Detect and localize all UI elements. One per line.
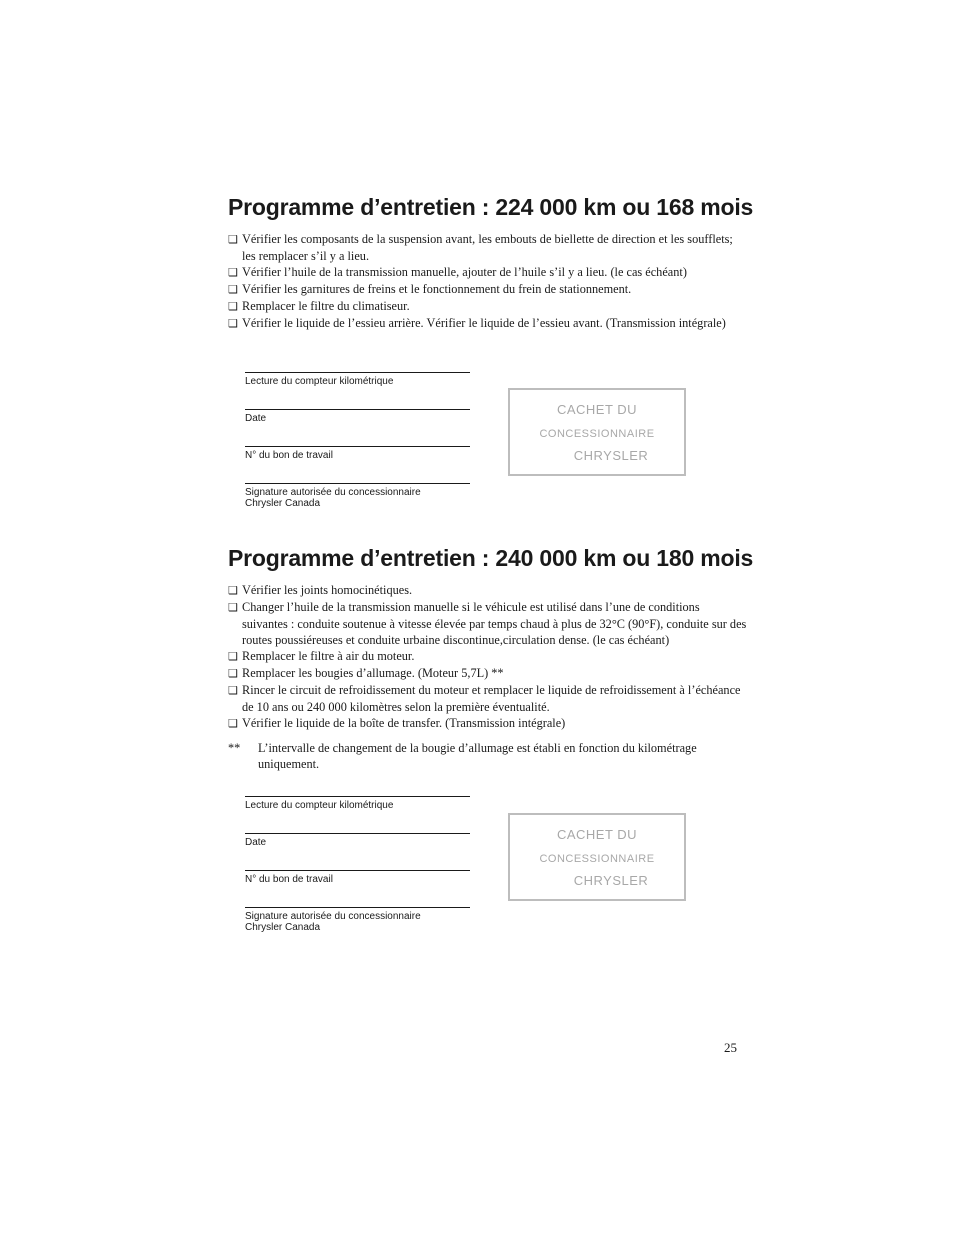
checkbox-icon: ❑ <box>228 284 238 296</box>
date-label: Date <box>245 413 267 424</box>
stamp-line1: CACHET DU <box>556 827 638 842</box>
task-item: ❑ Vérifier les joints homocinétiques. <box>228 583 413 597</box>
work-order-line <box>245 870 470 871</box>
odometer-line <box>245 372 470 373</box>
task-item: ❑ Remplacer le filtre à air du moteur. <box>228 649 415 663</box>
stamp-line3: CHRYSLER <box>573 873 649 888</box>
date-field <box>245 833 470 870</box>
signature-line <box>245 907 470 908</box>
task-item: ❑ Changer l’huile de la transmission manuelle si le véhicule est utilisé dans l’une de conditions suivantes : conduite soutenue à vitesse élevée par temps chaud à plus de 32°C (90°F), conduite sur des routes poussiéreuses et conduite urbaine discontinue,circulation dense. (le cas échéant) <box>228 600 747 647</box>
stamp-line3: CHRYSLER <box>573 448 649 463</box>
task-item: ❑ Vérifier le liquide de l’essieu arrière. Vérifier le liquide de l’essieu avant. (Transmission intégrale) <box>228 316 726 330</box>
stamp-line2: CONCESSIONNAIRE <box>539 428 655 440</box>
stamp-line2: CONCESSIONNAIRE <box>539 853 655 865</box>
checkbox-icon: ❑ <box>228 267 238 279</box>
work-order-field <box>245 446 470 483</box>
task-item: ❑ Rincer le circuit de refroidissement du moteur et remplacer le liquide de refroidissement à l’échéance de 10 ans ou 240 000 kilomètres selon la première éventualité. <box>228 683 741 714</box>
task-list <box>228 231 748 332</box>
stamp-line1: CACHET DU <box>556 402 638 417</box>
checkbox-icon: ❑ <box>228 602 238 614</box>
odometer-label: Lecture du compteur kilométrique <box>245 800 394 811</box>
signature-line <box>245 483 470 484</box>
checkbox-icon: ❑ <box>228 718 238 730</box>
checkbox-icon: ❑ <box>228 318 238 330</box>
dealer-stamp-box <box>508 813 686 901</box>
work-order-label: N° du bon de travail <box>245 874 333 885</box>
footnote-text: L’intervalle de changement de la bougie d’allumage est établi en fonction du kilométrage uniquement. <box>258 741 697 771</box>
task-item: ❑ Remplacer le filtre du climatiseur. <box>228 299 410 313</box>
odometer-field <box>245 796 470 833</box>
checkbox-icon: ❑ <box>228 585 238 597</box>
checkbox-icon: ❑ <box>228 234 238 246</box>
section-title: Programme d’entretien : 240 000 km ou 180 mois <box>228 545 754 571</box>
checkbox-icon: ❑ <box>228 301 238 313</box>
signature-field <box>245 483 470 520</box>
section-title: Programme d’entretien : 224 000 km ou 168 mois <box>228 194 754 220</box>
task-item: ❑ Vérifier les composants de la suspension avant, les embouts de biellette de direction et les soufflets; les remplacer s’il y a lieu. <box>228 232 733 263</box>
signature-label: Signature autorisée du concessionnaire Chrysler Canada <box>245 911 421 933</box>
task-item: ❑ Vérifier les garnitures de freins et le fonctionnement du frein de stationnement. <box>228 282 632 296</box>
odometer-line <box>245 796 470 797</box>
maintenance-section-240000 <box>228 545 754 772</box>
signoff-form <box>245 372 470 520</box>
work-order-line <box>245 446 470 447</box>
date-label: Date <box>245 837 267 848</box>
odometer-field <box>245 372 470 409</box>
signature-field <box>245 907 470 944</box>
checkbox-icon: ❑ <box>228 685 238 697</box>
dealer-stamp-box <box>508 388 686 476</box>
date-line <box>245 409 470 410</box>
date-line <box>245 833 470 834</box>
task-item: ❑ Vérifier l’huile de la transmission manuelle, ajouter de l’huile s’il y a lieu. (le cas échéant) <box>228 265 687 279</box>
work-order-field <box>245 870 470 907</box>
page-number: 25 <box>724 1040 737 1055</box>
checkbox-icon: ❑ <box>228 668 238 680</box>
task-item: ❑ Remplacer les bougies d’allumage. (Moteur 5,7L) ** <box>228 666 504 680</box>
footnote-marker: ** <box>228 741 241 755</box>
maintenance-section-224000 <box>228 194 754 332</box>
task-item: ❑ Vérifier le liquide de la boîte de transfer. (Transmission intégrale) <box>228 716 566 730</box>
date-field <box>245 409 470 446</box>
signature-label: Signature autorisée du concessionnaire Chrysler Canada <box>245 487 421 509</box>
odometer-label: Lecture du compteur kilométrique <box>245 376 394 387</box>
checkbox-icon: ❑ <box>228 651 238 663</box>
footnote <box>228 740 748 772</box>
work-order-label: N° du bon de travail <box>245 450 333 461</box>
task-list <box>228 582 748 732</box>
signoff-form <box>245 796 470 944</box>
